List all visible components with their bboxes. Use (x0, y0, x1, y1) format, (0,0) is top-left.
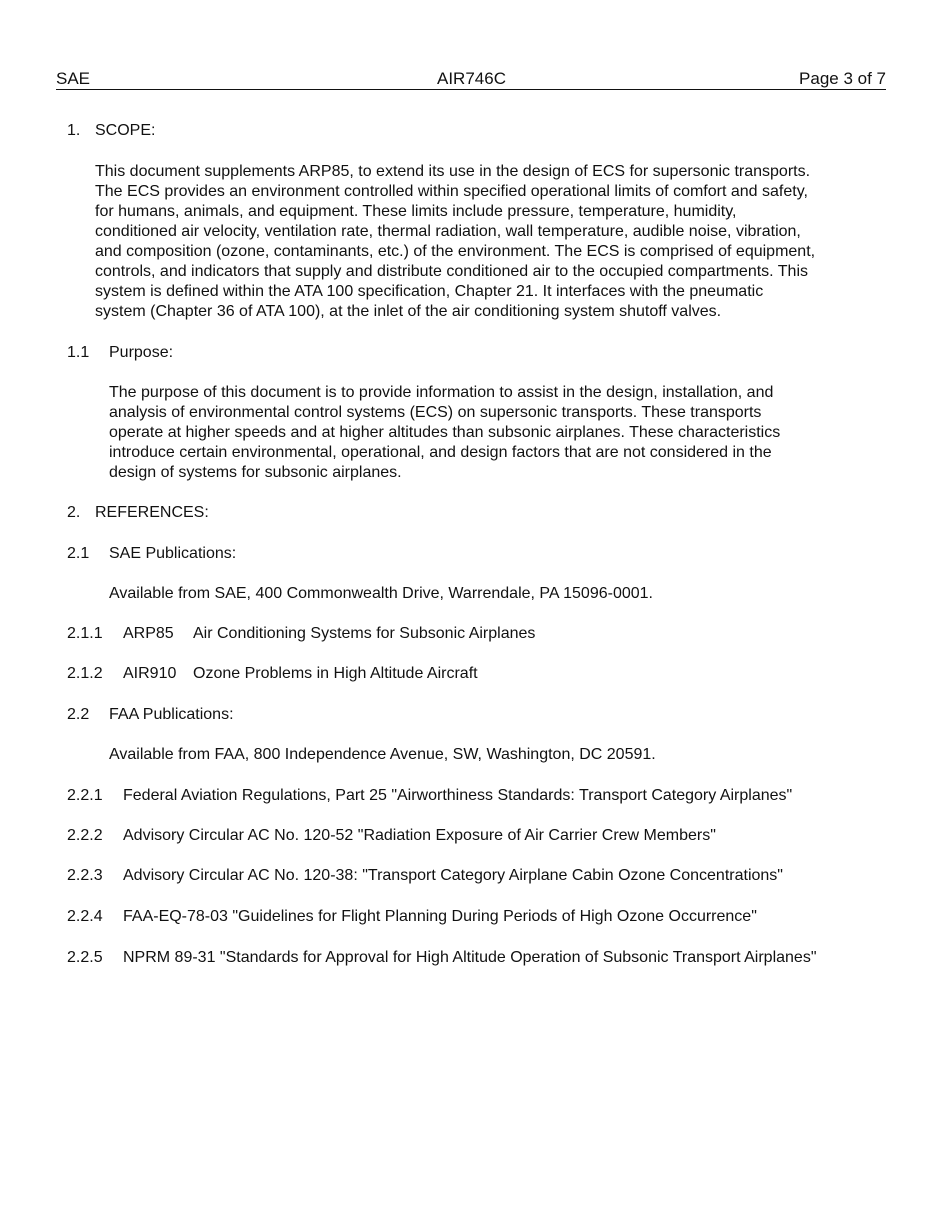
section-title: FAA Publications: (109, 706, 234, 723)
section-number: 2.2 (67, 706, 90, 723)
availability-note: Available from FAA, 800 Independence Avenue, SW, Washington, DC 20591. (109, 746, 656, 763)
reference-number: 2.1.1 (67, 625, 103, 642)
paragraph-line: The ECS provides an environment controlled within specified operational limits of comfort and safety, (95, 183, 808, 200)
section-number: 2. (67, 504, 81, 521)
reference-title: NPRM 89-31 "Standards for Approval for High Altitude Operation of Subsonic Transport Airplanes" (123, 949, 817, 966)
paragraph-line: operate at higher speeds and at higher altitudes than subsonic airplanes. These characteristics (109, 424, 781, 441)
section-number: 1.1 (67, 344, 90, 361)
reference-title: Ozone Problems in High Altitude Aircraft (193, 665, 478, 682)
section-title: SCOPE: (95, 122, 156, 139)
paragraph-line: design of systems for subsonic airplanes. (109, 464, 402, 481)
section-title: Purpose: (109, 344, 174, 361)
reference-number: 2.2.4 (67, 908, 103, 925)
section-title: REFERENCES: (95, 504, 209, 521)
paragraph-line: and composition (ozone, contaminants, etc.) of the environment. The ECS is comprised of equipment, (95, 243, 816, 260)
paragraph-line: introduce certain environmental, operational, and design factors that are not considered in the (109, 444, 772, 461)
reference-title: Air Conditioning Systems for Subsonic Airplanes (193, 625, 536, 642)
paragraph-line: controls, and indicators that supply and distribute conditioned air to the occupied compartments. This (95, 263, 808, 280)
paragraph-line: The purpose of this document is to provide information to assist in the design, installation, and (109, 384, 774, 401)
paragraph-line: for humans, animals, and equipment. These limits include pressure, temperature, humidity, (95, 203, 737, 220)
page-header (56, 69, 886, 90)
reference-title: Federal Aviation Regulations, Part 25 "Airworthiness Standards: Transport Category Airplanes" (123, 787, 793, 804)
header-org: SAE (56, 69, 91, 88)
section-number: 2.1 (67, 545, 90, 562)
paragraph-line: system (Chapter 36 of ATA 100), at the inlet of the air conditioning system shutoff valves. (95, 303, 722, 320)
reference-number: 2.1.2 (67, 665, 103, 682)
reference-number: 2.2.2 (67, 827, 103, 844)
section-title: SAE Publications: (109, 545, 237, 562)
availability-note: Available from SAE, 400 Commonwealth Drive, Warrendale, PA 15096-0001. (109, 585, 653, 602)
paragraph-line: system is defined within the ATA 100 specification, Chapter 21. It interfaces with the pneumatic (95, 283, 764, 300)
reference-title: Advisory Circular AC No. 120-38: "Transport Category Airplane Cabin Ozone Concentrations" (123, 867, 783, 884)
reference-title: FAA-EQ-78-03 "Guidelines for Flight Planning During Periods of High Ozone Occurrence" (123, 908, 757, 925)
paragraph-line: analysis of environmental control systems (ECS) on supersonic transports. These transports (109, 404, 762, 421)
reference-code: ARP85 (123, 625, 174, 642)
reference-title: Advisory Circular AC No. 120-52 "Radiation Exposure of Air Carrier Crew Members" (123, 827, 716, 844)
header-page-number: Page 3 of 7 (799, 69, 886, 88)
section-number: 1. (67, 122, 81, 139)
reference-code: AIR910 (123, 665, 177, 682)
paragraph-line: conditioned air velocity, ventilation rate, thermal radiation, wall temperature, audible noise, vibration, (95, 223, 801, 240)
paragraph-line: This document supplements ARP85, to extend its use in the design of ECS for supersonic transports. (95, 163, 811, 180)
reference-number: 2.2.3 (67, 867, 103, 884)
header-doc-id: AIR746C (437, 69, 506, 88)
reference-number: 2.2.1 (67, 787, 103, 804)
reference-number: 2.2.5 (67, 949, 103, 966)
